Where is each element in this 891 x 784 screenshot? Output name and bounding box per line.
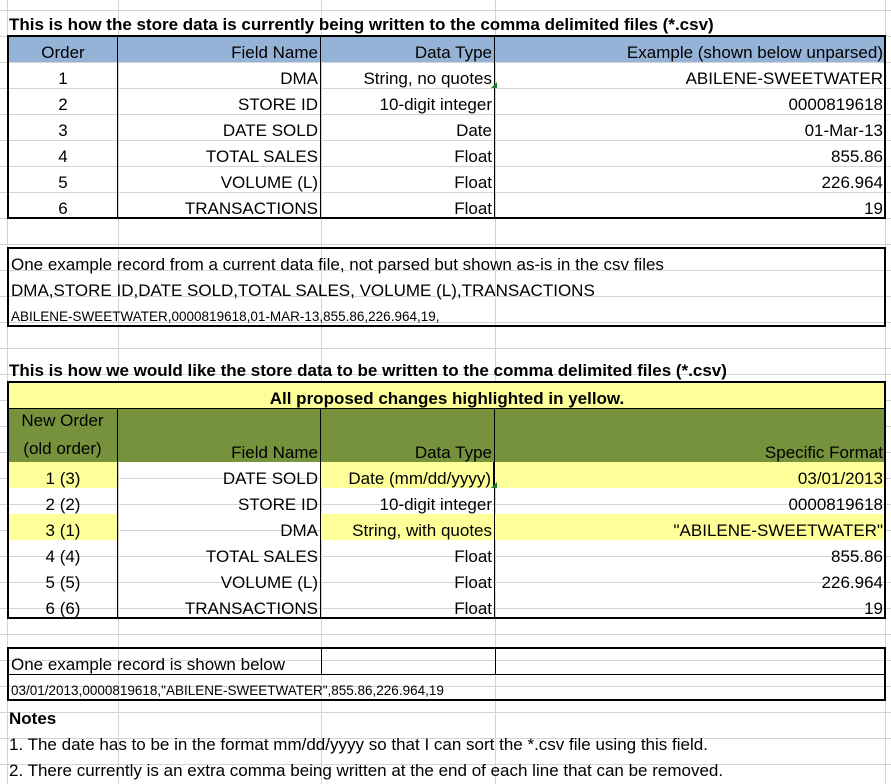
- table1-cell-order[interactable]: 2: [8, 88, 118, 114]
- table2-cell-field-name[interactable]: DMA: [118, 514, 321, 540]
- table2-cell-format[interactable]: 855.86: [831, 547, 883, 566]
- table1-cell-example[interactable]: 0000819618: [788, 95, 883, 114]
- table1-cell-order[interactable]: 1: [8, 62, 118, 88]
- table2-cell-order[interactable]: 3 (1): [8, 514, 118, 540]
- table2-cell-format[interactable]: 0000819618: [788, 495, 883, 514]
- table2-cell-data-type[interactable]: Date (mm/dd/yyyy): [321, 462, 495, 488]
- table2-header-order-line1: New Order: [21, 411, 104, 430]
- table2-header-field-name[interactable]: Field Name: [118, 408, 321, 462]
- table1-cell-example[interactable]: 226.964: [821, 173, 883, 192]
- table1-cell-order[interactable]: 4: [8, 140, 118, 166]
- gridline-horizontal: [0, 634, 891, 635]
- example1-header-line[interactable]: DMA,STORE ID,DATE SOLD,TOTAL SALES, VOLUME (L),TRANSACTIONS: [11, 281, 595, 300]
- table2-cell-field-name[interactable]: TRANSACTIONS: [118, 592, 321, 618]
- table1-border: [7, 35, 886, 219]
- table2-cell-field-name[interactable]: DATE SOLD: [118, 462, 321, 488]
- table1-header-order[interactable]: Order: [8, 36, 118, 62]
- note-item[interactable]: 2. There currently is an extra comma being written at the end of each line that can be removed.: [9, 761, 724, 780]
- gridline-horizontal: [0, 244, 891, 245]
- table1-cell-example[interactable]: ABILENE-SWEETWATER: [685, 69, 883, 88]
- example1-border: [7, 247, 886, 327]
- table2-cell-order[interactable]: 2 (2): [8, 488, 118, 514]
- table2-cell-order[interactable]: 4 (4): [8, 540, 118, 566]
- example2-border: [7, 647, 886, 701]
- table1-cell-data-type[interactable]: String, no quotes: [321, 62, 495, 88]
- table1-cell-field-name[interactable]: DATE SOLD: [118, 114, 321, 140]
- table1-cell-example[interactable]: 01-Mar-13: [804, 121, 883, 140]
- table2-header-specific-format[interactable]: Specific Format: [495, 408, 885, 462]
- example2-caption[interactable]: One example record is shown below: [8, 648, 322, 674]
- table2-cell-field-name[interactable]: TOTAL SALES: [118, 540, 321, 566]
- table2-cell-format[interactable]: 19: [864, 599, 883, 618]
- table1-cell-data-type[interactable]: Float: [321, 166, 495, 192]
- example1-record-line[interactable]: ABILENE-SWEETWATER,0000819618,01-MAR-13,855.86,226.964,19,: [11, 308, 440, 324]
- gridline-horizontal: [0, 348, 891, 349]
- table2-cell-format[interactable]: "ABILENE-SWEETWATER": [495, 514, 885, 540]
- table2-cell-data-type[interactable]: Float: [321, 592, 495, 618]
- table2-cell-data-type[interactable]: Float: [321, 566, 495, 592]
- table2-cell-data-type[interactable]: Float: [321, 540, 495, 566]
- table1-cell-field-name[interactable]: TOTAL SALES: [118, 140, 321, 166]
- note-item[interactable]: 1. The date has to be in the format mm/dd/yyyy so that I can sort the *.csv file using this field.: [9, 735, 708, 754]
- table2-cell-field-name[interactable]: VOLUME (L): [118, 566, 321, 592]
- table2-header-order-line2: (old order): [23, 439, 102, 458]
- table2-cell-data-type[interactable]: String, with quotes: [321, 514, 495, 540]
- table1-cell-data-type[interactable]: 10-digit integer: [321, 88, 495, 114]
- table1-cell-order[interactable]: 3: [8, 114, 118, 140]
- table1-cell-field-name[interactable]: VOLUME (L): [118, 166, 321, 192]
- example2-record-line[interactable]: 03/01/2013,0000819618,"ABILENE-SWEETWATER",855.86,226.964,19: [11, 682, 444, 698]
- table2-cell-order[interactable]: 1 (3): [8, 462, 118, 488]
- table2-cell-format[interactable]: 03/01/2013: [495, 462, 885, 488]
- table1-cell-data-type[interactable]: Float: [321, 140, 495, 166]
- section-title-current[interactable]: This is how the store data is currently being written to the comma delimited files (*.csv): [9, 15, 714, 34]
- table1-cell-order[interactable]: 5: [8, 166, 118, 192]
- table1-cell-example[interactable]: 855.86: [831, 147, 883, 166]
- table2-cell-format[interactable]: 226.964: [821, 573, 883, 592]
- table1-cell-order[interactable]: 6: [8, 192, 118, 218]
- table1-header-field-name[interactable]: Field Name: [118, 36, 321, 62]
- notes-heading[interactable]: Notes: [9, 709, 57, 728]
- table2-cell-data-type[interactable]: 10-digit integer: [321, 488, 495, 514]
- table1-cell-field-name[interactable]: STORE ID: [118, 88, 321, 114]
- table1-header-example[interactable]: Example (shown below unparsed): [495, 36, 885, 62]
- section-title-proposed[interactable]: This is how we would like the store data to be written to the comma delimited files (*.csv): [9, 361, 727, 380]
- proposed-changes-banner[interactable]: All proposed changes highlighted in yellow.: [8, 382, 885, 408]
- table2-cell-field-name[interactable]: STORE ID: [118, 488, 321, 514]
- table1-header-data-type[interactable]: Data Type: [321, 36, 495, 62]
- table2-header-data-type[interactable]: Data Type: [321, 408, 495, 462]
- example1-caption[interactable]: One example record from a current data file, not parsed but shown as-is in the csv files: [11, 255, 664, 274]
- table1-cell-field-name[interactable]: TRANSACTIONS: [118, 192, 321, 218]
- table1-cell-data-type[interactable]: Float: [321, 192, 495, 218]
- table1-cell-data-type[interactable]: Date: [321, 114, 495, 140]
- table2-border: [7, 381, 886, 619]
- table1-cell-field-name[interactable]: DMA: [118, 62, 321, 88]
- table1-cell-example[interactable]: 19: [864, 199, 883, 218]
- table2-cell-order[interactable]: 6 (6): [8, 592, 118, 618]
- table2-cell-order[interactable]: 5 (5): [8, 566, 118, 592]
